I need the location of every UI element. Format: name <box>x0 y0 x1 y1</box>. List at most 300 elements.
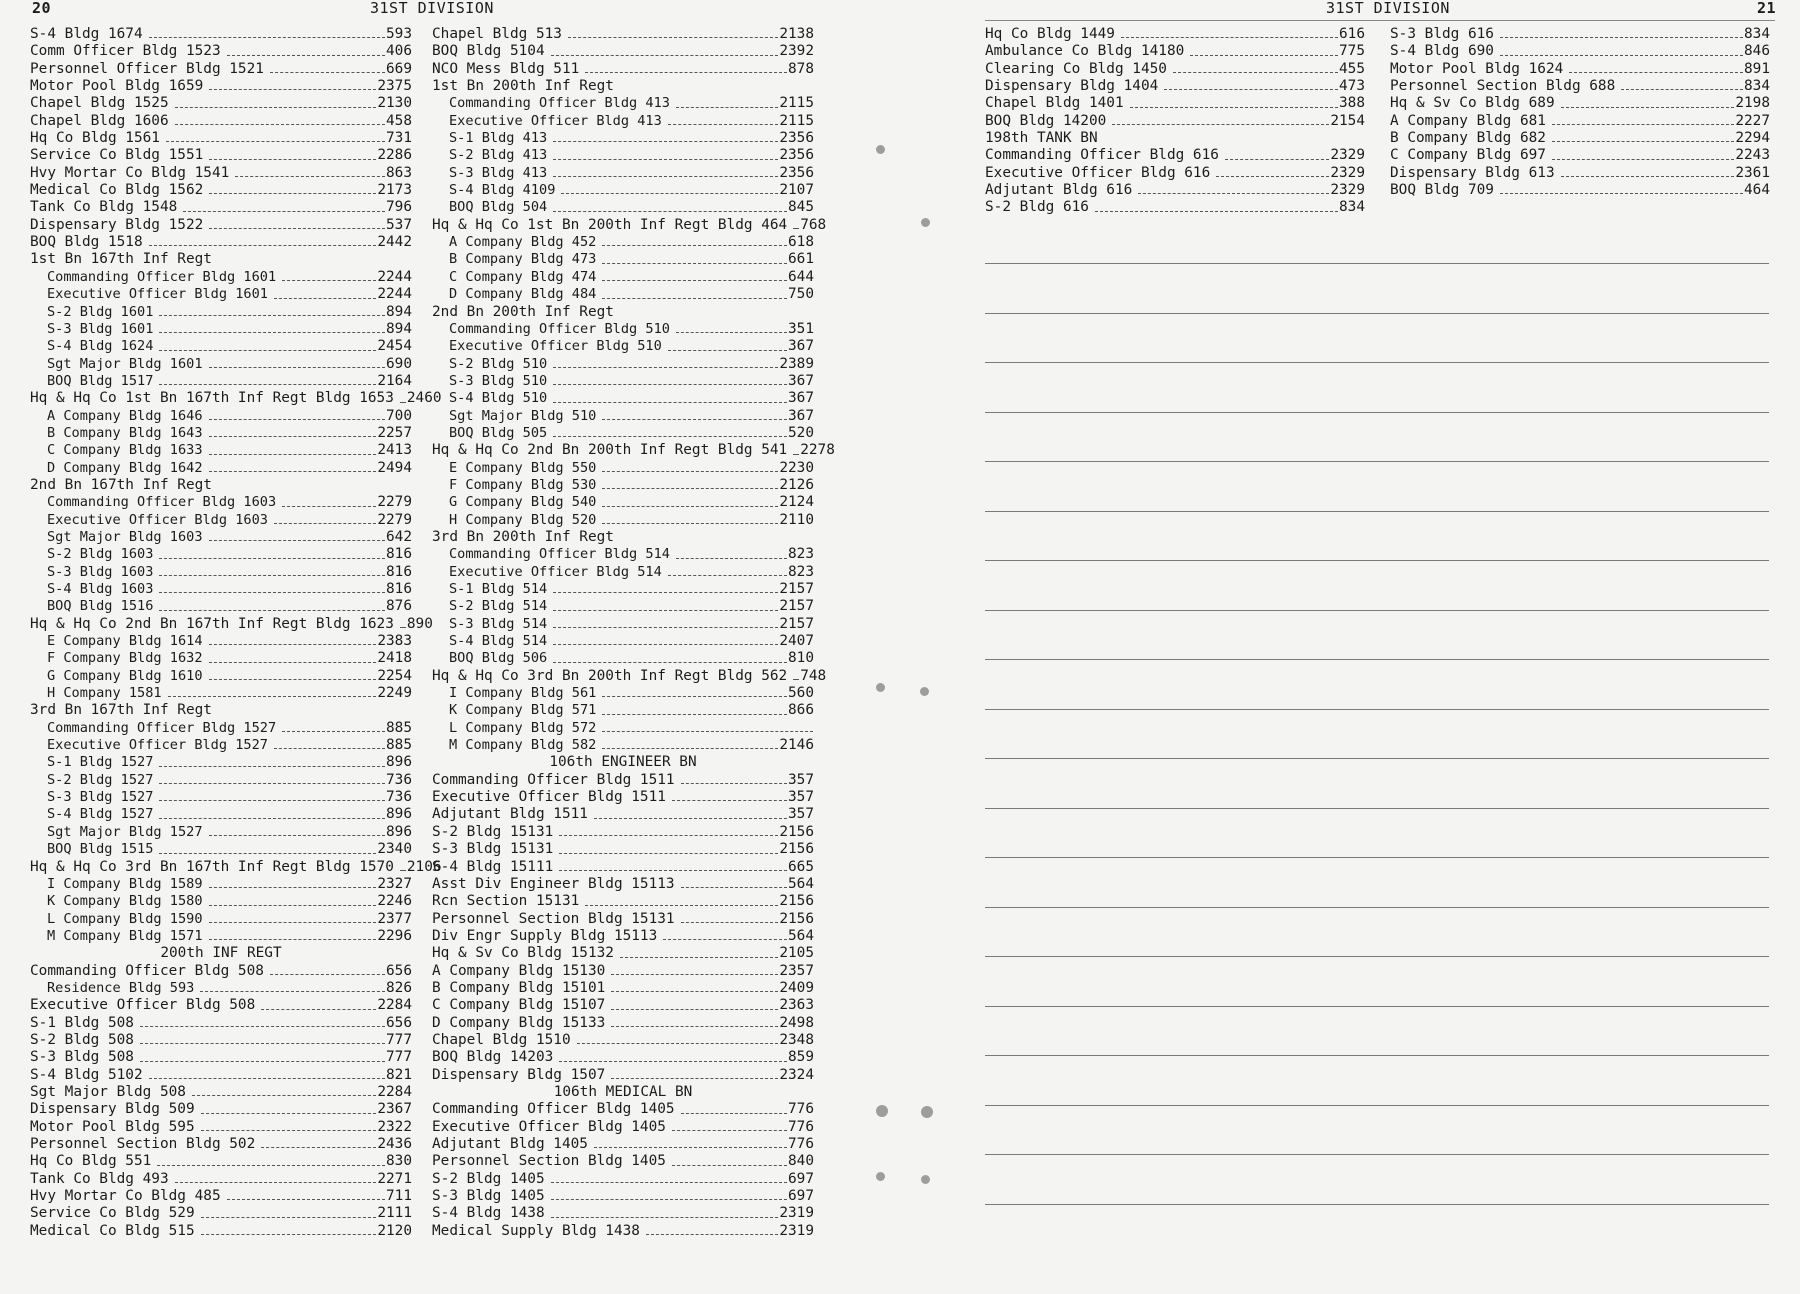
directory-entry <box>432 234 814 251</box>
entry-label: Executive Officer Bldg 1601 <box>47 286 268 303</box>
dot-leader <box>209 644 377 645</box>
dot-leader <box>553 662 787 663</box>
phone-number: 2164 <box>377 372 412 389</box>
phone-number: 816 <box>386 563 412 580</box>
phone-number: 894 <box>386 303 412 320</box>
phone-number: 2138 <box>779 26 814 42</box>
directory-entry <box>30 928 412 945</box>
ruled-line <box>985 263 1769 264</box>
dot-leader <box>209 835 386 836</box>
dot-leader <box>209 436 377 437</box>
phone-number: 2244 <box>377 268 412 285</box>
directory-column-1 <box>30 26 442 1240</box>
phone-number: 859 <box>788 1049 814 1066</box>
directory-entry <box>30 581 412 598</box>
dot-leader <box>602 280 787 281</box>
entry-label: S-1 Bldg 413 <box>449 130 548 147</box>
entry-label: F Company Bldg 1632 <box>47 650 203 667</box>
ruled-line <box>985 610 1769 611</box>
directory-entry <box>432 789 814 806</box>
entry-label: Medical Co Bldg 1562 <box>30 182 204 199</box>
entry-label: S-2 Bldg 616 <box>985 199 1089 216</box>
phone-number: 2156 <box>779 841 814 858</box>
directory-entry <box>432 980 814 997</box>
ruled-line <box>985 907 1769 908</box>
phone-number: 711 <box>386 1188 412 1205</box>
phone-number: 2173 <box>377 182 412 199</box>
phone-number: 2156 <box>779 893 814 910</box>
phone-number: 750 <box>788 286 814 303</box>
entry-label: Executive Officer Bldg 510 <box>449 338 662 355</box>
entry-label: S-1 Bldg 514 <box>449 581 548 597</box>
phone-number: 2319 <box>779 1222 814 1239</box>
dot-leader <box>140 1061 385 1062</box>
dot-leader <box>594 818 787 819</box>
dot-leader <box>261 1147 376 1148</box>
entry-label: C Company Bldg 15107 <box>432 997 606 1014</box>
dot-leader <box>553 644 778 645</box>
entry-label: NCO Mess Bldg 511 <box>432 60 580 77</box>
phone-number: 367 <box>788 338 814 355</box>
entry-label: S-3 Bldg 514 <box>449 615 548 632</box>
section-heading <box>985 130 1365 147</box>
phone-number: 357 <box>788 806 814 823</box>
dot-leader <box>620 957 778 958</box>
dot-leader <box>793 454 799 455</box>
ruled-line <box>985 1105 1769 1106</box>
dot-leader <box>672 1165 787 1166</box>
directory-entry <box>432 1136 814 1153</box>
phone-number: 896 <box>386 806 412 823</box>
entry-label: B Company Bldg 1643 <box>47 424 203 441</box>
phone-number: 406 <box>386 43 412 60</box>
phone-number: 823 <box>788 563 814 580</box>
directory-entry <box>432 720 814 737</box>
entry-label: S-4 Bldg 1603 <box>47 581 154 597</box>
directory-entry <box>30 1101 412 1118</box>
phone-number: 564 <box>788 927 814 944</box>
phone-number: 537 <box>386 216 412 233</box>
dot-leader <box>159 315 385 316</box>
binder-hole <box>876 145 885 154</box>
phone-number: 777 <box>386 1031 412 1048</box>
directory-entry <box>432 564 814 581</box>
phone-number: 2322 <box>377 1118 412 1135</box>
directory-entry <box>985 78 1365 95</box>
dot-leader <box>1552 141 1734 142</box>
entry-label: S-2 Bldg 1603 <box>47 546 154 563</box>
dot-leader <box>209 89 376 90</box>
directory-entry <box>432 477 814 494</box>
directory-entry <box>30 650 412 667</box>
entry-label: S-3 Bldg 1603 <box>47 563 154 580</box>
directory-entry <box>30 615 433 633</box>
dot-leader <box>553 610 778 611</box>
ruled-line <box>985 511 1769 512</box>
phone-number: 2294 <box>1735 130 1770 147</box>
entry-label: M Company Bldg 1571 <box>47 927 203 944</box>
phone-number: 2436 <box>377 1136 412 1152</box>
phone-number: 834 <box>1339 199 1365 216</box>
directory-entry <box>985 43 1365 60</box>
entry-label: C Company Bldg 1633 <box>47 442 203 459</box>
dot-leader <box>551 1217 779 1218</box>
entry-label: 106th MEDICAL BN <box>553 1083 693 1100</box>
dot-leader <box>274 748 385 749</box>
dot-leader <box>192 1095 376 1096</box>
directory-entry <box>1390 26 1770 43</box>
directory-entry <box>432 182 814 199</box>
dot-leader <box>209 419 386 420</box>
dot-leader <box>668 575 787 576</box>
entry-label: Service Co Bldg 1551 <box>30 147 204 164</box>
phone-number: 894 <box>386 320 412 337</box>
dot-leader <box>1500 37 1743 38</box>
directory-entry <box>985 165 1365 182</box>
entry-label: B Company Bldg 473 <box>449 251 597 268</box>
phone-number: 616 <box>1339 26 1365 42</box>
phone-number: 367 <box>788 407 814 424</box>
directory-entry <box>432 165 814 182</box>
directory-entry <box>30 338 412 355</box>
directory-entry <box>432 147 814 164</box>
directory-entry <box>30 390 442 407</box>
entry-label: Asst Div Engineer Bldg 15113 <box>432 875 675 892</box>
phone-number: 2157 <box>779 581 814 597</box>
directory-entry <box>432 546 814 563</box>
entry-label: Personnel Section Bldg 688 <box>1390 78 1616 95</box>
entry-label: Hq & Hq Co 3rd Bn 200th Inf Regt Bldg 562 <box>432 667 788 684</box>
phone-number: 564 <box>788 875 814 892</box>
directory-entry <box>30 26 412 43</box>
phone-number: 2361 <box>1735 164 1770 181</box>
dot-leader <box>235 176 385 177</box>
unit-heading <box>432 1084 814 1101</box>
dot-leader <box>585 905 778 906</box>
phone-number: 731 <box>386 130 412 147</box>
dot-leader <box>577 1043 779 1044</box>
phone-number: 464 <box>1744 182 1770 199</box>
phone-number: 2284 <box>377 997 412 1014</box>
directory-entry <box>432 737 814 754</box>
directory-entry <box>30 564 412 581</box>
directory-entry <box>432 893 814 910</box>
entry-label: Executive Officer Bldg 616 <box>985 164 1211 181</box>
directory-entry <box>1390 182 1770 199</box>
entry-label: Hq & Hq Co 2nd Bn 167th Inf Regt Bldg 1623 <box>30 615 394 632</box>
entry-label: Chapel Bldg 1525 <box>30 95 169 112</box>
dot-leader <box>261 1009 376 1010</box>
entry-label: Dispensary Bldg 509 <box>30 1101 195 1118</box>
phone-number: 367 <box>788 390 814 407</box>
dot-leader <box>168 696 377 697</box>
dot-leader <box>681 887 787 888</box>
phone-number: 520 <box>788 424 814 441</box>
phone-number: 593 <box>386 26 412 42</box>
phone-number: 2198 <box>1735 95 1770 112</box>
directory-entry <box>30 546 412 563</box>
phone-number: 891 <box>1744 60 1770 77</box>
dot-leader <box>559 870 787 871</box>
section-heading <box>432 78 814 95</box>
phone-number: 846 <box>1744 43 1770 60</box>
dot-leader <box>602 419 787 420</box>
directory-entry <box>30 806 412 823</box>
dot-leader <box>594 1147 787 1148</box>
dot-leader <box>159 610 385 611</box>
directory-entry <box>432 61 814 78</box>
dot-leader <box>676 332 787 333</box>
ruled-line <box>985 709 1769 710</box>
entry-label: D Company Bldg 484 <box>449 286 597 303</box>
dot-leader <box>681 783 787 784</box>
phone-number: 2407 <box>779 633 814 650</box>
dot-leader <box>1112 124 1329 125</box>
directory-entry <box>432 911 814 928</box>
dot-leader <box>553 367 778 368</box>
directory-entry <box>30 720 412 737</box>
dot-leader <box>553 384 787 385</box>
dot-leader <box>602 506 778 507</box>
phone-number: 2257 <box>377 424 412 441</box>
dot-leader <box>175 1182 377 1183</box>
dot-leader <box>602 471 778 472</box>
directory-entry <box>432 1049 814 1066</box>
phone-number: 834 <box>1744 26 1770 42</box>
ruled-line <box>985 1204 1769 1205</box>
dot-leader <box>159 766 385 767</box>
phone-number: 768 <box>800 216 827 233</box>
entry-label: Tank Co Bldg 493 <box>30 1170 169 1187</box>
entry-label: K Company Bldg 571 <box>449 702 597 719</box>
directory-entry <box>30 512 412 529</box>
phone-number: 896 <box>386 823 412 840</box>
directory-entry <box>30 95 412 112</box>
entry-label: Comm Officer Bldg 1523 <box>30 43 221 60</box>
directory-entry <box>1390 130 1770 147</box>
dot-leader <box>1552 124 1734 125</box>
phone-number: 669 <box>386 60 412 77</box>
directory-entry <box>30 685 412 702</box>
directory-entry <box>30 789 412 806</box>
dot-leader <box>602 696 787 697</box>
entry-label: G Company Bldg 1610 <box>47 667 203 684</box>
entry-label: Hq & Hq Co 2nd Bn 200th Inf Regt Bldg 541 <box>432 442 788 459</box>
entry-label: A Company Bldg 681 <box>1390 112 1546 129</box>
dot-leader <box>140 1043 385 1044</box>
entry-label: 1st Bn 167th Inf Regt <box>30 251 212 268</box>
entry-label: Dispensary Bldg 1507 <box>432 1066 606 1083</box>
directory-entry <box>432 1153 814 1170</box>
phone-number: 830 <box>386 1153 412 1170</box>
dot-leader <box>166 141 385 142</box>
entry-label: Commanding Officer Bldg 1511 <box>432 771 675 788</box>
dot-leader <box>676 558 787 559</box>
phone-number: 2357 <box>779 962 814 979</box>
entry-label: Residence Bldg 593 <box>47 979 195 996</box>
phone-number: 2243 <box>1735 147 1770 164</box>
directory-entry <box>432 1119 814 1136</box>
phone-number: 2227 <box>1735 112 1770 129</box>
phone-number: 2375 <box>377 78 412 95</box>
directory-entry <box>432 841 814 858</box>
dot-leader <box>553 402 787 403</box>
entry-label: BOQ Bldg 1515 <box>47 841 154 858</box>
dot-leader <box>676 107 778 108</box>
phone-number: 2418 <box>377 650 412 667</box>
phone-number: 776 <box>788 1101 814 1118</box>
entry-label: S-3 Bldg 1527 <box>47 789 154 806</box>
phone-number: 2106 <box>406 858 442 875</box>
directory-entry <box>30 754 412 771</box>
dot-leader <box>1173 72 1338 73</box>
phone-number: 697 <box>788 1170 814 1187</box>
directory-entry <box>30 1067 412 1084</box>
dot-leader <box>274 523 376 524</box>
entry-label: Personnel Section Bldg 15131 <box>432 910 675 927</box>
dot-leader <box>1130 107 1338 108</box>
entry-label: Executive Officer Bldg 1603 <box>47 511 268 528</box>
ruled-line <box>985 313 1769 314</box>
directory-entry <box>1390 113 1770 130</box>
dot-leader <box>611 991 778 992</box>
phone-number: 2454 <box>377 338 412 355</box>
phone-number: 2413 <box>377 442 412 459</box>
directory-entry <box>432 460 814 477</box>
directory-entry <box>432 390 814 407</box>
entry-label: S-2 Bldg 508 <box>30 1031 134 1048</box>
phone-number: 2319 <box>779 1205 814 1222</box>
phone-number: 2157 <box>779 615 814 632</box>
entry-label: A Company Bldg 1646 <box>47 407 203 424</box>
phone-number: 2389 <box>779 355 814 372</box>
directory-entry <box>30 408 412 425</box>
entry-label: C Company Bldg 474 <box>449 268 597 285</box>
phone-number: 2498 <box>779 1014 814 1031</box>
phone-number: 2324 <box>779 1066 814 1083</box>
entry-label: S-4 Bldg 510 <box>449 390 548 407</box>
ruled-line <box>985 659 1769 660</box>
directory-entry <box>30 1205 412 1222</box>
dot-leader <box>209 905 377 906</box>
entry-label: F Company Bldg 530 <box>449 476 597 493</box>
dot-leader <box>1621 89 1743 90</box>
dot-leader <box>149 245 377 246</box>
entry-label: 106th ENGINEER BN <box>549 754 697 771</box>
dot-leader <box>668 350 787 351</box>
phone-number: 458 <box>386 112 412 129</box>
entry-label: Motor Pool Bldg 595 <box>30 1118 195 1135</box>
directory-entry <box>432 859 814 876</box>
phone-number: 736 <box>386 771 412 788</box>
directory-entry <box>432 251 814 268</box>
dot-leader <box>559 835 778 836</box>
entry-label: Executive Officer Bldg 508 <box>30 997 256 1014</box>
phone-number: 840 <box>788 1153 814 1170</box>
directory-entry <box>432 442 835 459</box>
entry-label: 1st Bn 200th Inf Regt <box>432 78 614 95</box>
directory-entry <box>30 737 412 754</box>
entry-label: S-4 Bldg 5102 <box>30 1066 143 1083</box>
entry-label: Sgt Major Bldg 510 <box>449 407 597 424</box>
directory-entry <box>30 1049 412 1066</box>
dot-leader <box>209 454 377 455</box>
entry-label: Hq Co Bldg 551 <box>30 1153 152 1170</box>
dot-leader <box>209 939 377 940</box>
entry-label: S-4 Bldg 15111 <box>432 858 554 875</box>
dot-leader <box>553 436 787 437</box>
dot-leader <box>1095 211 1338 212</box>
directory-entry <box>30 858 442 876</box>
entry-label: S-3 Bldg 1601 <box>47 320 154 337</box>
phone-number: 816 <box>386 546 412 563</box>
dot-leader <box>157 1165 385 1166</box>
entry-label: Chapel Bldg 1510 <box>432 1031 571 1048</box>
entry-label: Personnel Section Bldg 1405 <box>432 1153 666 1170</box>
phone-number: 357 <box>788 789 814 806</box>
dot-leader <box>793 228 799 229</box>
phone-number: 656 <box>386 1014 412 1031</box>
dot-leader <box>553 159 778 160</box>
directory-entry <box>30 598 412 615</box>
dot-leader <box>209 193 376 194</box>
entry-label: Commanding Officer Bldg 616 <box>985 147 1219 164</box>
phone-number: 2157 <box>779 598 814 615</box>
dot-leader <box>1121 37 1338 38</box>
running-head-right: 31ST DIVISION <box>1326 0 1450 17</box>
entry-label: H Company 1581 <box>47 685 162 702</box>
phone-number: 690 <box>386 355 412 372</box>
directory-entry <box>432 199 814 216</box>
phone-number: 665 <box>788 858 814 875</box>
phone-number: 2278 <box>800 442 835 459</box>
directory-entry <box>432 685 814 702</box>
entry-label: Hvy Mortar Co Bldg 1541 <box>30 164 230 181</box>
directory-entry <box>30 668 412 685</box>
entry-label: S-4 Bldg 1527 <box>47 806 154 823</box>
entry-label: Medical Supply Bldg 1438 <box>432 1222 640 1239</box>
dot-leader <box>159 853 376 854</box>
entry-label: Executive Officer Bldg 1527 <box>47 737 268 754</box>
ruled-line <box>985 412 1769 413</box>
entry-label: S-3 Bldg 15131 <box>432 841 554 858</box>
entry-label: Sgt Major Bldg 1603 <box>47 528 203 545</box>
directory-entry <box>30 1171 412 1188</box>
entry-label: Hq Co Bldg 1449 <box>985 26 1115 42</box>
ruled-line <box>985 560 1769 561</box>
dot-leader <box>1216 176 1329 177</box>
directory-entry <box>30 113 412 130</box>
entry-label: Hq Co Bldg 1561 <box>30 130 160 147</box>
phone-number: 775 <box>1339 43 1365 60</box>
entry-label: Service Co Bldg 529 <box>30 1205 195 1222</box>
directory-entry <box>432 1188 814 1205</box>
dot-leader <box>159 800 385 801</box>
dot-leader <box>209 228 385 229</box>
entry-label: Executive Officer Bldg 1511 <box>432 789 666 806</box>
dot-leader <box>553 211 787 212</box>
header-rule-right <box>985 20 1775 21</box>
directory-entry <box>30 147 412 164</box>
dot-leader <box>585 72 787 73</box>
ruled-line <box>985 758 1769 759</box>
dot-leader <box>201 1113 377 1114</box>
directory-entry <box>30 269 412 286</box>
entry-label: Sgt Major Bldg 508 <box>30 1083 186 1100</box>
entry-label: Motor Pool Bldg 1624 <box>1390 60 1564 77</box>
dot-leader <box>602 748 778 749</box>
ruled-line <box>985 1006 1769 1007</box>
